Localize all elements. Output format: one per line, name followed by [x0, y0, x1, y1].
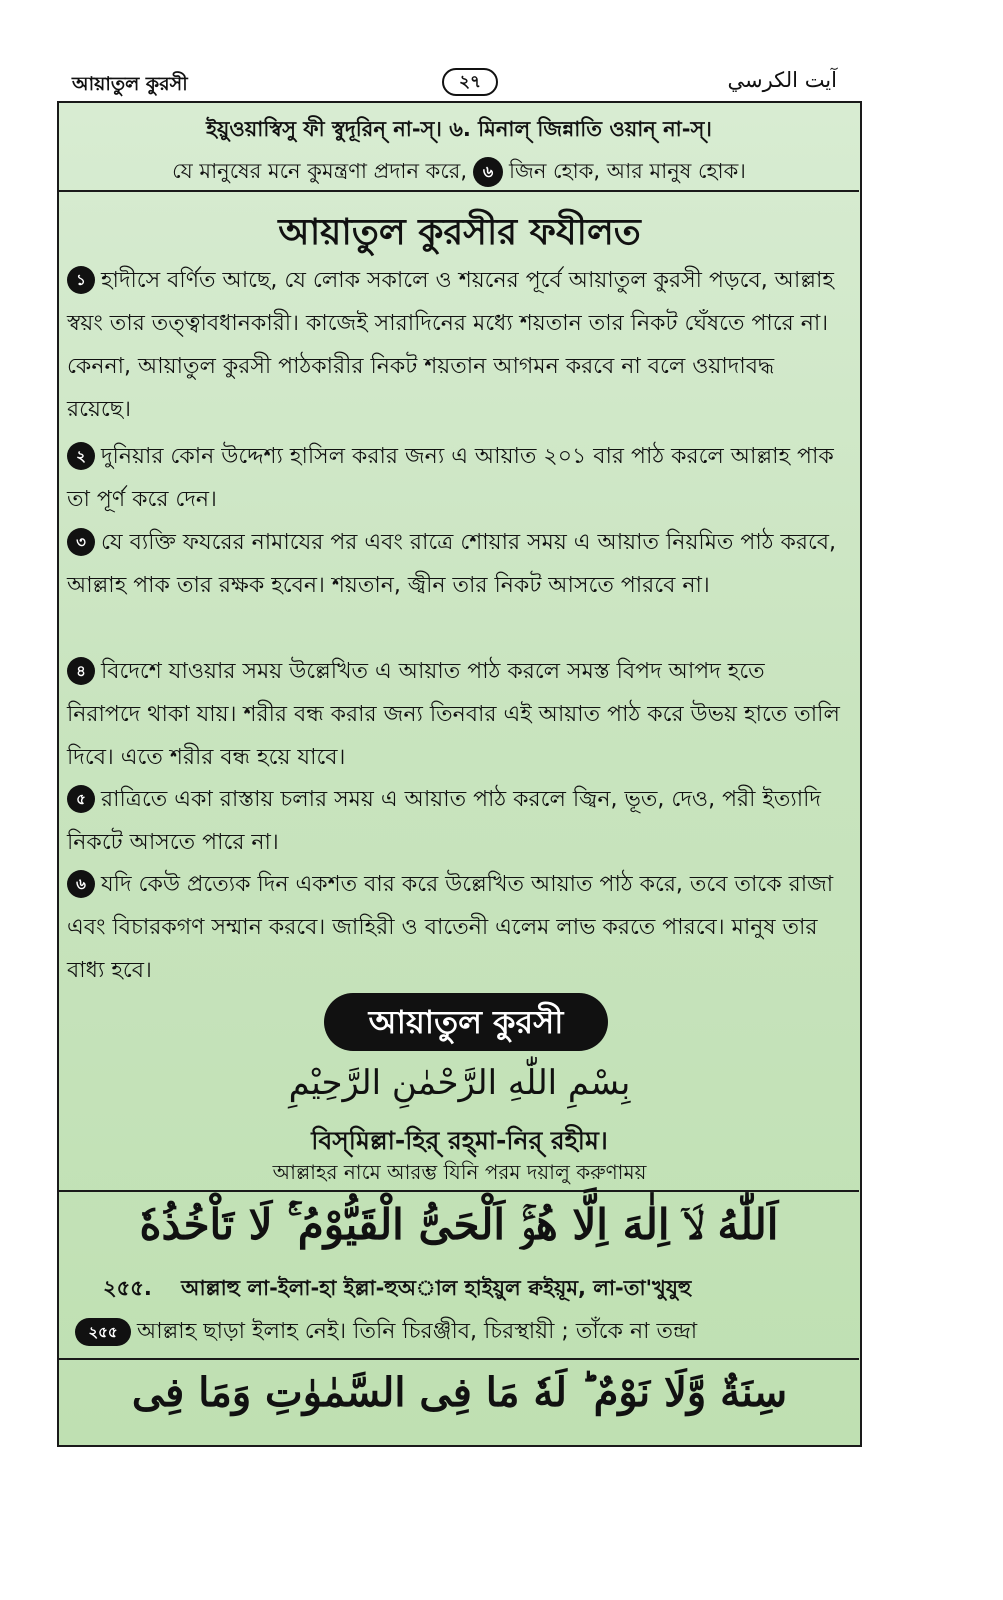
bismillah-meaning: আল্লাহর নামে আরম্ভ যিনি পরম দয়ালু করুণাময়	[272, 1160, 647, 1184]
point-number-badge: ৬	[67, 870, 95, 898]
point-number-badge: ৫	[67, 785, 95, 813]
point-text: যে ব্যক্তি ফযরের নামাযের পর এবং রাত্রে শোয়ার সময় এ আয়াত নিয়মিত পাঠ করবে, আল্লাহ পাক তার রক্ষক হবেন। শয়তান, জ্বীন তার নিকট আসতে পারবে না।	[67, 530, 837, 598]
merit-point-2	[67, 435, 843, 521]
verse-arabic: اَللّٰهُ لَاۤ اِلٰهَ اِلَّا هُوَۚ اَلْحَیُّ الْقَیُّوْمُ ۚ۬ لَا تَاْخُذُهٗ	[139, 1200, 779, 1249]
merit-point-5	[67, 778, 843, 864]
verse-transliteration-text: আল্লাহু লা-ইলা-হা ইল্লা-হুঅাল হাইয়ুল ক্বইয়ূম, লা-তা'খুযুহু	[181, 1276, 692, 1300]
merit-point-1	[67, 259, 843, 431]
verse-255-block	[59, 1190, 859, 1360]
top-translation-after: জিন হোক, আর মানুষ হোক।	[509, 159, 746, 183]
merit-point-6	[67, 863, 843, 992]
merit-point-4	[67, 650, 843, 779]
verse-number-badge: ২৫৫	[75, 1318, 131, 1346]
verse-number: ২৫৫.	[103, 1276, 152, 1300]
verse-meaning	[75, 1314, 697, 1351]
section-title: আয়াতুল কুরসীর ফযীলত	[278, 212, 641, 253]
merit-point-3	[67, 521, 843, 607]
header-right-title: آيت الكرسي	[727, 68, 837, 92]
top-transliteration: ইয়ুওয়াস্বিসু ফী স্বুদূরিন্ না-স্। ৬. মিনাল্ জিন্নাতি ওয়ান্ না-স্।	[206, 117, 712, 141]
content-frame	[57, 101, 862, 1447]
header-left-title: আয়াতুল কুরসী	[72, 73, 188, 95]
bismillah-transliteration: বিস্‌মিল্লা-হির্ রহ্‌মা-নির্ রহীম।	[311, 1126, 608, 1155]
point-number-badge: ৩	[67, 528, 95, 556]
page-header	[72, 68, 837, 100]
point-text: বিদেশে যাওয়ার সময় উল্লেখিত এ আয়াত পাঠ করলে সমস্ত বিপদ আপদ হতে নিরাপদে থাকা যায়। শরীর বন্ধ করার জন্য তিনবার এই আয়াত পাঠ করে উভয় হাতে তালি দিবে। এতে শরীর বন্ধ হয়ে যাবে।	[67, 659, 840, 770]
top-translation	[59, 155, 859, 190]
point-number-badge: ২	[67, 442, 95, 470]
ayatul-kursi-title-pill: আয়াতুল কুরসী	[324, 993, 608, 1051]
point-number-badge: ৪	[67, 657, 95, 685]
point-text: দুনিয়ার কোন উদ্দেশ্য হাসিল করার জন্য এ আয়াত ২০১ বার পাঠ করলে আল্লাহ পাক তা পূর্ণ করে দেন।	[67, 444, 834, 512]
point-text: রাত্রিতে একা রাস্তায় চলার সময় এ আয়াত পাঠ করলে জ্বিন, ভূত, দেও, পরী ইত্যাদি নিকটে আসতে পারে না।	[67, 787, 821, 855]
verse-continuation-arabic: سِنَةٌ وَّلَا نَوْمٌ ؕ لَهٗ مَا فِی السَّمٰوٰتِ وَمَا فِی	[131, 1369, 788, 1416]
point-number-badge: ১	[67, 266, 95, 294]
page-number: ২৭	[442, 68, 498, 96]
top-translation-before: যে মানুষের মনে কুমন্ত্রণা প্রদান করে,	[172, 159, 468, 183]
verse-number-badge: ৬	[473, 157, 503, 187]
point-text: যদি কেউ প্রত্যেক দিন একশত বার করে উল্লেখিত আয়াত পাঠ করে, তবে তাকে রাজা এবং বিচারকগণ সম্মান করবে। জাহিরী ও বাতেনী এলেম লাভ করতে পারবে। মানুষ তার বাধ্য হবে।	[67, 872, 834, 983]
point-text: হাদীসে বর্ণিত আছে, যে লোক সকালে ও শয়নের পূর্বে আয়াতুল কুরসী পড়বে, আল্লাহ স্বয়ং তার তত্ত্বাবধানকারী। কাজেই সারাদিনের মধ্যে শয়তান তার নিকট ঘেঁষতে পারে না। কেননা, আয়াতুল কুরসী পাঠকারীর নিকট শয়তান আগমন করবে না বলে ওয়াদাবদ্ধ রয়েছে।	[67, 268, 834, 422]
verse-transliteration	[103, 1272, 691, 1307]
verse-meaning-text: আল্লাহ ছাড়া ইলাহ নেই। তিনি চিরঞ্জীব, চিরস্থায়ী ; তাঁকে না তন্দ্রা	[137, 1319, 698, 1344]
top-verse-block	[59, 103, 859, 192]
bismillah-arabic: بِسْمِ اللّٰهِ الرَّحْمٰنِ الرَّحِيْمِ	[288, 1063, 631, 1103]
